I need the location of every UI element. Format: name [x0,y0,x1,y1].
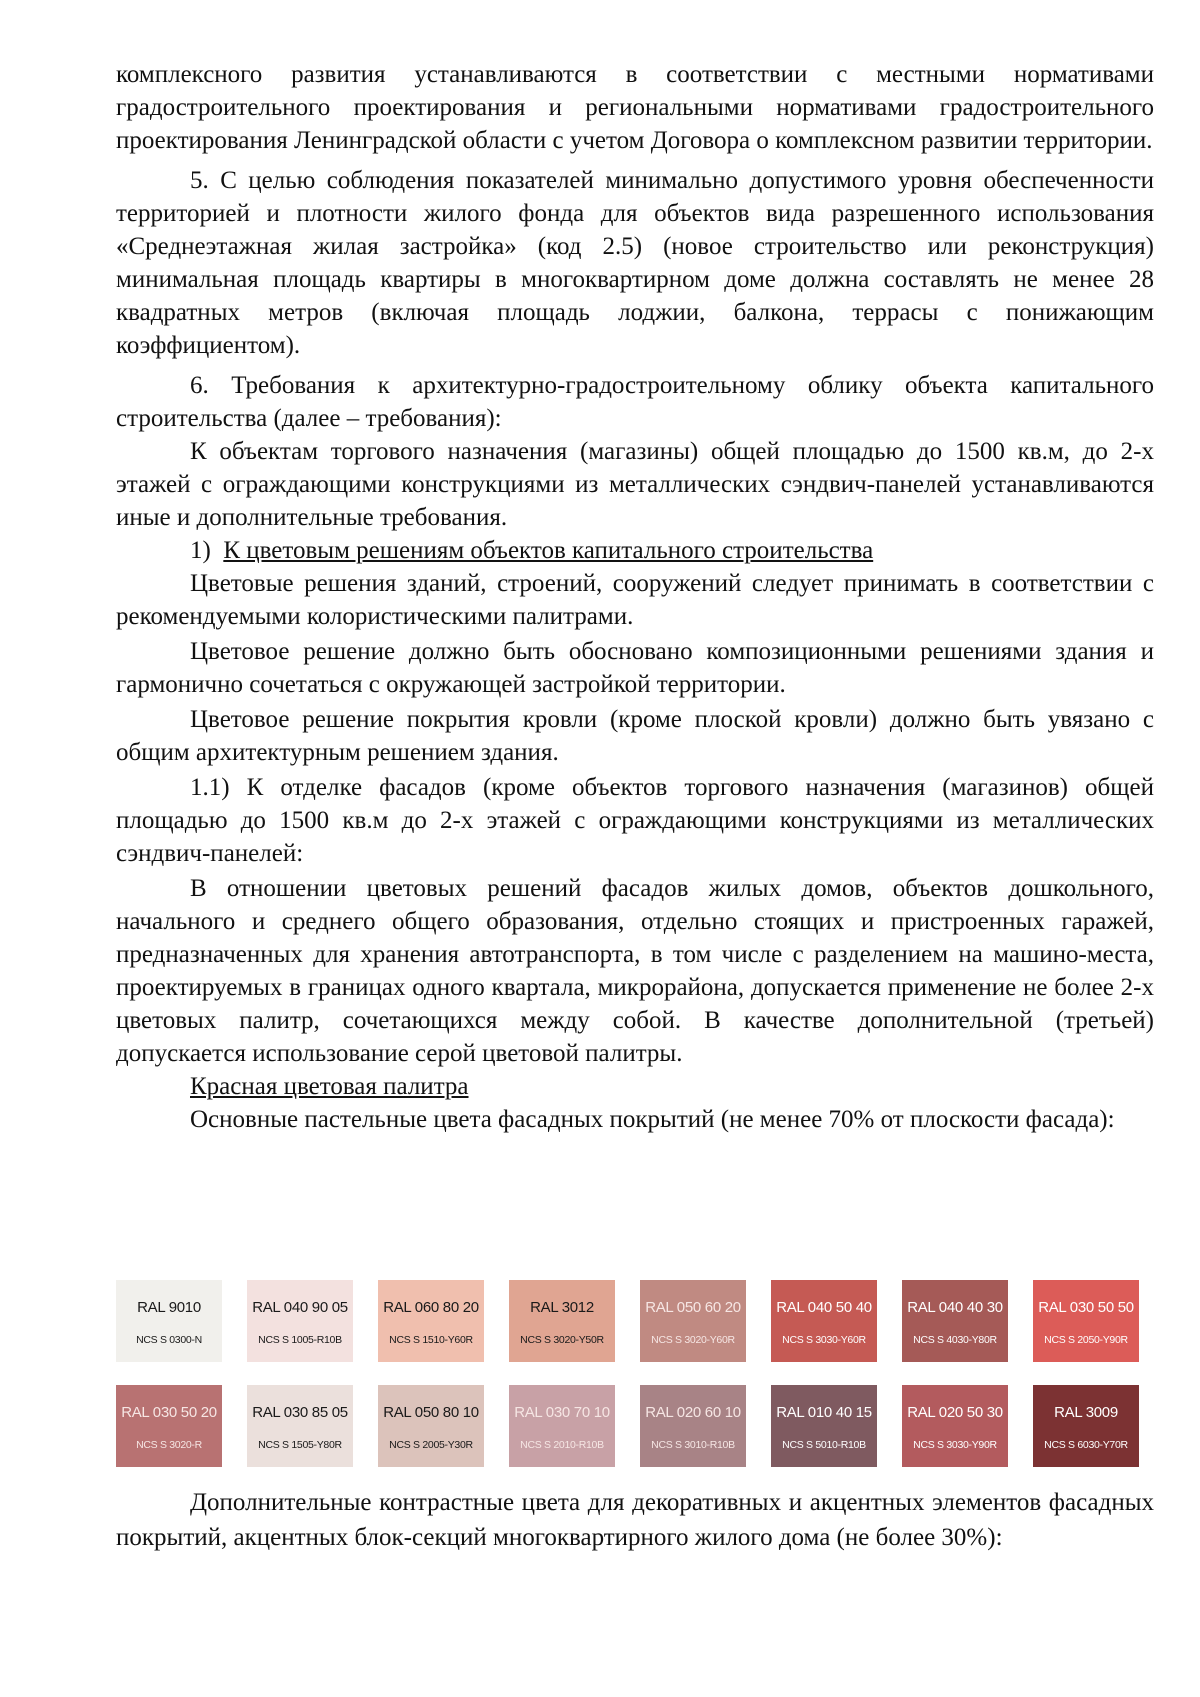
swatch-ncs-code: NCS S 2005-Y30R [389,1439,473,1451]
color-swatch [116,1280,222,1362]
swatch-ncs-code: NCS S 4030-Y80R [913,1334,997,1346]
paragraph-roof-color: Цветовое решение покрытия кровли (кроме плоской кровли) должно быть увязано с общим архитектурным решением здания. [116,706,1154,766]
paragraph-point-6: 6. Требования к архитектурно-градостроительному облику объекта капитального строительства (далее – требования): [116,372,1154,432]
swatch-ncs-code: NCS S 2010-R10B [520,1439,604,1451]
paragraph-facade-colors: В отношении цветовых решений фасадов жилых домов, объектов дошкольного, начального и среднего общего образования, отдельно стоящих и пристроенных гаражей, предназначенных для хранения автотранспорта, в том числе с разделением на машино-места, проектируемых в границах одного квартала, микрорайона, допускается применение не более 2-х цветовых палитр, сочетающихся между собой. В качестве дополнительной (третьей) допускается использование серой цветовой палитры. [116,875,1154,1067]
color-swatch [378,1385,484,1467]
swatch-ncs-code: NCS S 3030-Y60R [782,1334,866,1346]
swatch-ncs-code: NCS S 1505-Y80R [258,1439,342,1451]
swatch-ral-code: RAL 060 80 20 [383,1299,479,1316]
paragraph-accent-colors: Дополнительные контрастные цвета для декоративных и акцентных элементов фасадных покрытий, акцентных блок-секций многоквартирного жилого дома (не более 30%): [116,1489,1154,1551]
color-swatch [247,1280,353,1362]
color-swatch [1033,1280,1139,1362]
color-swatch [771,1280,877,1362]
swatch-ncs-code: NCS S 3010-R10B [651,1439,735,1451]
color-swatch [116,1385,222,1467]
swatch-ral-code: RAL 020 50 30 [907,1404,1003,1421]
swatch-ral-code: RAL 010 40 15 [776,1404,872,1421]
text-section-top [116,58,1154,1136]
color-swatch [1033,1385,1139,1467]
swatch-ral-code: RAL 050 60 20 [645,1299,741,1316]
swatch-ral-code: RAL 9010 [137,1299,201,1316]
color-swatch [509,1280,615,1362]
swatch-ncs-code: NCS S 3030-Y90R [913,1439,997,1451]
paragraph-color-palettes: Цветовые решения зданий, строений, сооружений следует принимать в соответствии с рекомендуемыми колористическими палитрами. [116,570,1154,630]
swatch-ral-code: RAL 030 85 05 [252,1404,348,1421]
swatch-ncs-code: NCS S 0300-N [136,1334,202,1346]
swatch-ral-code: RAL 020 60 10 [645,1404,741,1421]
color-swatch [378,1280,484,1362]
color-swatch [902,1385,1008,1467]
swatch-ral-code: RAL 040 40 30 [907,1299,1003,1316]
swatch-ral-code: RAL 030 70 10 [514,1404,610,1421]
swatch-ncs-code: NCS S 2050-Y90R [1044,1334,1128,1346]
swatch-ncs-code: NCS S 5010-R10B [782,1439,866,1451]
heading-number: 1) [190,537,211,564]
swatch-ral-code: RAL 040 90 05 [252,1299,348,1316]
swatch-ncs-code: NCS S 6030-Y70R [1044,1439,1128,1451]
paragraph-facade-finish: 1.1) К отделке фасадов (кроме объектов торгового назначения (магазинов) общей площадью до 1500 кв.м до 2-х этажей с ограждающими конструкциями из металлических сэндвич-панелей: [116,774,1154,867]
swatch-ncs-code: NCS S 3020-Y60R [651,1334,735,1346]
palette-title: Красная цветовая палитра [190,1073,469,1100]
swatch-ral-code: RAL 3009 [1054,1404,1118,1421]
swatch-ncs-code: NCS S 3020-R [136,1439,202,1451]
swatch-ral-code: RAL 050 80 10 [383,1404,479,1421]
paragraph-trade-objects: К объектам торгового назначения (магазины) общей площадью до 1500 кв.м, до 2-х этажей с ограждающими конструкциями из металлических сэндвич-панелей устанавливаются иные и дополнительные требования. [116,438,1154,531]
color-swatch [509,1385,615,1467]
swatch-ncs-code: NCS S 1005-R10B [258,1334,342,1346]
text-section-bottom [116,1485,1154,1555]
heading-text: К цветовым решениям объектов капитального строительства [223,537,874,564]
swatch-ncs-code: NCS S 1510-Y60R [389,1334,473,1346]
swatch-ncs-code: NCS S 3020-Y50R [520,1334,604,1346]
heading-color-solutions [116,534,1154,567]
paragraph-point-5: 5. С целью соблюдения показателей минимально допустимого уровня обеспеченности территорией и плотности жилого фонда для объектов вида разрешенного использования «Среднеэтажная жилая застройка» (код 2.5) (новое строительство или реконструкция) минимальная площадь квартиры в многоквартирном доме должна составлять не менее 28 квадратных метров (включая площадь лоджии, балкона, террасы с понижающим коэффициентом). [116,167,1154,359]
color-swatch [902,1280,1008,1362]
swatch-ral-code: RAL 3012 [530,1299,594,1316]
color-swatch [640,1280,746,1362]
color-swatch [771,1385,877,1467]
paragraph-complex-development: комплексного развития устанавливаются в соответствии с местными нормативами градостроительного проектирования и региональными нормативами градостроительного проектирования Ленинградской области с учетом Договора о комплексном развитии территории. [116,61,1154,154]
color-swatch-grid [116,1280,1154,1468]
swatch-ral-code: RAL 040 50 40 [776,1299,872,1316]
paragraph-main-colors: Основные пастельные цвета фасадных покрытий (не менее 70% от плоскости фасада): [190,1106,1115,1133]
color-swatch [640,1385,746,1467]
swatch-ral-code: RAL 030 50 50 [1038,1299,1134,1316]
swatch-ral-code: RAL 030 50 20 [121,1404,217,1421]
paragraph-composition: Цветовое решение должно быть обосновано композиционными решениями здания и гармонично сочетаться с окружающей застройкой территории. [116,638,1154,698]
color-swatch [247,1385,353,1467]
